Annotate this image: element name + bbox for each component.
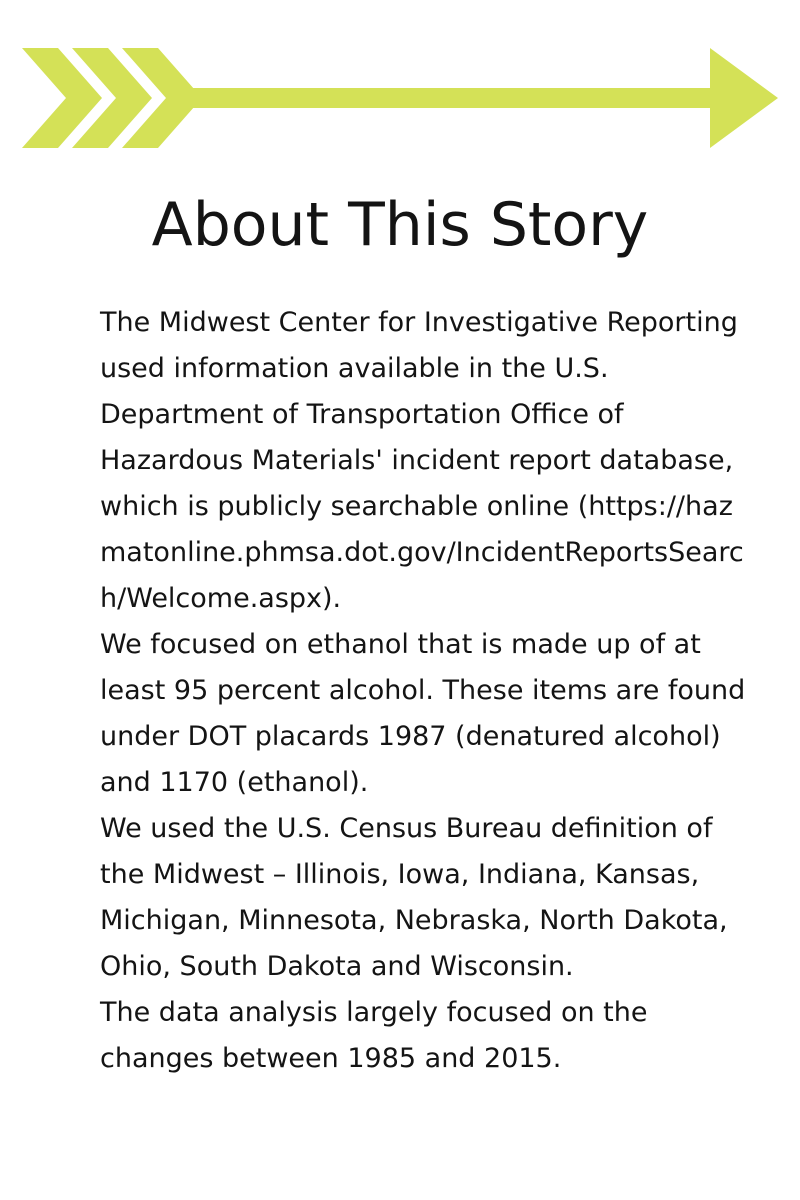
paragraph-sources — [100, 300, 750, 622]
arrow-shapes — [22, 48, 778, 148]
arrow-head — [710, 48, 778, 148]
paragraph-midwest: We used the U.S. Census Bureau definition of the Midwest – Illinois, Iowa, Indiana, Kansas, Michigan, Minnesota, Nebraska, North Dakota, Ohio, South Dakota and Wisconsin. — [100, 813, 728, 982]
right-arrow-icon — [0, 0, 800, 170]
paragraph-sources-text: The Midwest Center for Investigative Reporting used information available in the U.S. Department of Transportation Office of Hazardous Materials' incident report database, which is publicly searchable online — [100, 307, 738, 522]
paragraph-ethanol: We focused on ethanol that is made up of at least 95 percent alcohol. These items are found under DOT placards 1987 (denatured alcohol) and 1170 (ethanol). — [100, 629, 746, 798]
arrow-shaft — [190, 88, 715, 108]
story-body — [100, 300, 750, 1082]
database-url: (https://hazmatonline.phmsa.dot.gov/IncidentReportsSearch/Welcome.aspx). — [100, 491, 744, 614]
page-title: About This Story — [151, 190, 649, 260]
paragraph-analysis: The data analysis largely focused on the changes between 1985 and 2015. — [100, 997, 648, 1074]
